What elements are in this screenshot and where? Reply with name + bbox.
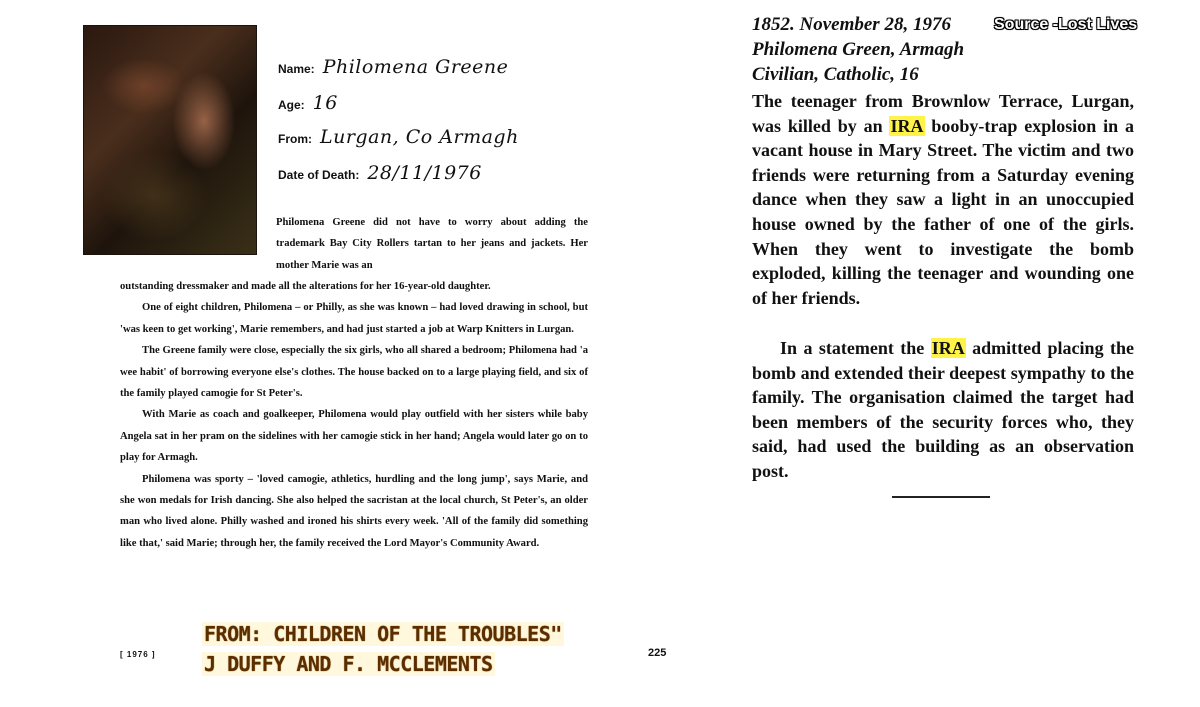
death-row — [278, 162, 482, 192]
death-label: Date of Death: — [278, 168, 360, 182]
source-badge: Source -Lost Lives — [994, 16, 1138, 33]
from-value: Lurgan, Co Armagh — [320, 126, 519, 148]
bio-paragraph-2: One of eight children, Philomena – or Philly, as she was known – had loved drawing in school, but 'was keen to get working', Marie remembers, and had just started a job at Warp Knitters in Lurgan. — [120, 302, 588, 335]
page-number: 225 — [648, 647, 667, 659]
article-paragraph-1 — [752, 89, 1134, 310]
name-label: Name: — [278, 62, 315, 76]
ira-highlight-1: IRA — [890, 115, 924, 136]
death-value: 28/11/1976 — [367, 162, 482, 184]
entry-header-status: Civilian, Catholic, 16 — [752, 64, 919, 85]
age-row — [278, 92, 338, 122]
from-row — [278, 126, 519, 156]
entry-header-name-place: Philomena Green, Armagh — [752, 39, 965, 60]
age-value: 16 — [312, 92, 338, 114]
portrait-photo — [84, 26, 256, 254]
end-rule-divider — [892, 496, 990, 498]
bio-paragraph-4: With Marie as coach and goalkeeper, Philomena would play outfield with her sisters while baby Angela sat in her pram on the sidelines with her camogie stick in her hand; Angela would later go on to play for Armagh. — [120, 409, 588, 464]
bio-paragraph-1-intro: Philomena Greene did not have to worry about adding the trademark Bay City Rollers tartan to her jeans and jackets. Her mother Marie was an — [276, 217, 588, 271]
bio-paragraph-3: The Greene family were close, especially the six girls, who all shared a bedroom; Philomena had 'a wee habit' of borrowing everyone else's clothes. The house backed on to a large playing field, and six of the family played camogie for St Peter's. — [120, 345, 588, 400]
year-marker: [ 1976 ] — [120, 650, 156, 659]
from-label: From: — [278, 132, 312, 146]
ira-highlight-2: IRA — [931, 338, 965, 358]
name-value: Philomena Greene — [322, 56, 509, 78]
age-label: Age: — [278, 98, 305, 112]
source-credit-line-2: J DUFFY AND F. MCCLEMENTS — [204, 652, 493, 676]
name-row — [278, 56, 508, 86]
article-p2-text-a: In a statement the — [780, 338, 931, 358]
bio-paragraph-1-continued: outstanding dressmaker and made all the alterations for her 16-year-old daughter. — [120, 281, 491, 292]
article-p1-text-a: The teenager from Brownlow Terrace, Lurgan, was killed by an — [752, 91, 1134, 136]
article-p1-text-b: booby-trap explosion in a vacant house in Mary Street. The victim and two friends were returning from a Saturday evening dance when they saw a light in an unoccupied house owned by the father of one of the girls. When they went to investigate the bomb exploded, killing the teenager and wounding one of her friends. — [752, 115, 1134, 308]
entry-header-number-date: 1852. November 28, 1976 — [752, 14, 951, 35]
article-paragraph-2 — [752, 336, 1134, 484]
article-p2-text-b: admitted placing the bomb and extended their deepest sympathy to the family. The organisation claimed the target had been members of the security forces who, they said, had used the building as an observation post. — [752, 338, 1134, 481]
source-credit-line-1: FROM: CHILDREN OF THE TROUBLES" — [204, 622, 562, 646]
bio-body — [120, 276, 588, 554]
bio-paragraph-5: Philomena was sporty – 'loved camogie, athletics, hurdling and the long jump', says Marie, and she won medals for Irish dancing. She also helped the sacristan at the local church, St Peter's, an older man who lived alone. Philly washed and ironed his shirts every week. 'All of the family did something like that,' said Marie; through her, the family received the Lord Mayor's Community Award. — [120, 473, 588, 549]
